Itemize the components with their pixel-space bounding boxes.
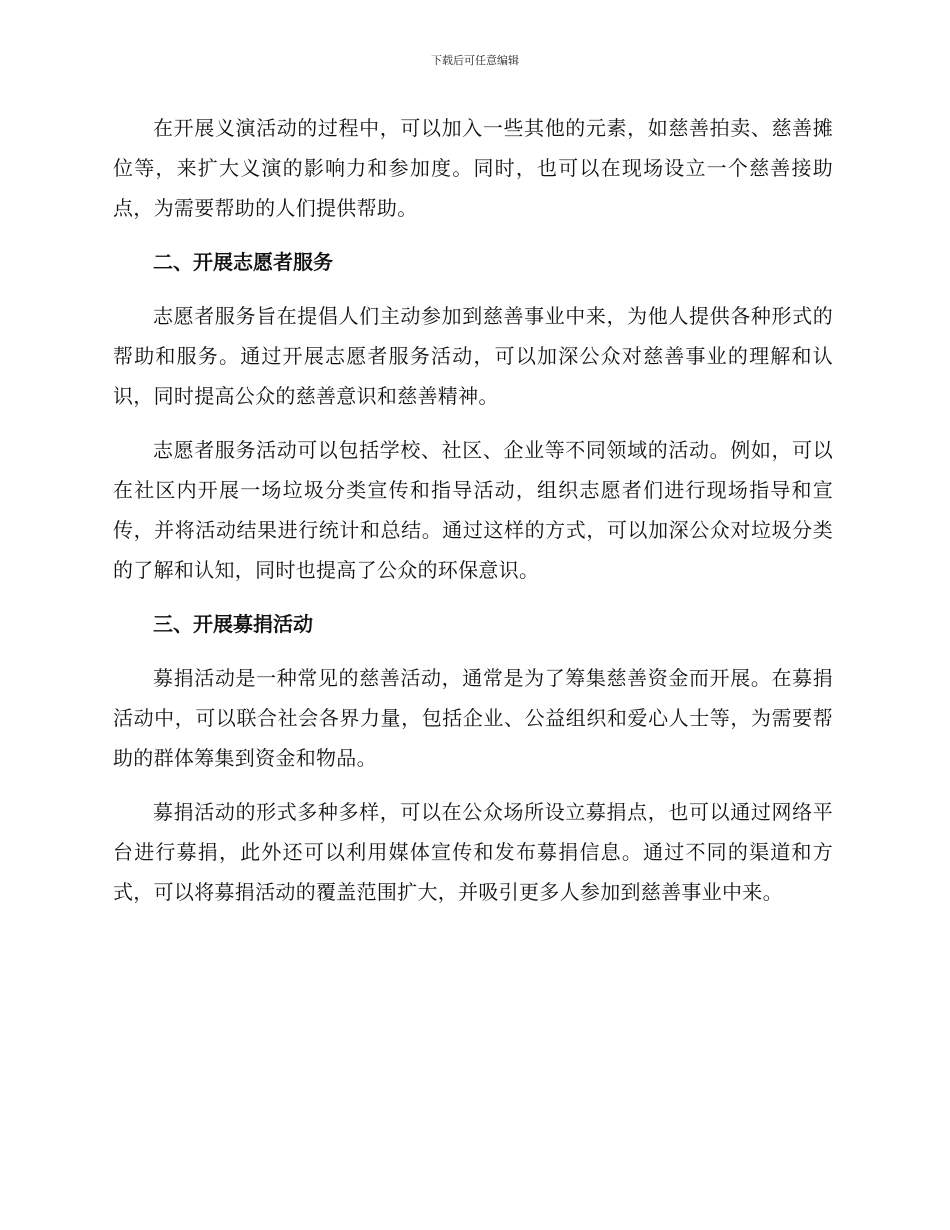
document-body xyxy=(113,108,833,926)
paragraph: 募捐活动的形式多种多样，可以在公众场所设立募捐点，也可以通过网络平台进行募捐，此外还可以利用媒体宣传和发布募捐信息。通过不同的渠道和方式，可以将募捐活动的覆盖范围扩大，并吸引更多人参加到慈善事业中来。 xyxy=(113,800,833,904)
paragraph: 募捐活动是一种常见的慈善活动，通常是为了筹集慈善资金而开展。在募捐活动中，可以联合社会各界力量，包括企业、公益组织和爱心人士等，为需要帮助的群体筹集到资金和物品。 xyxy=(113,666,833,770)
paragraph: 在开展义演活动的过程中，可以加入一些其他的元素，如慈善拍卖、慈善摊位等，来扩大义演的影响力和参加度。同时，也可以在现场设立一个慈善接助点，为需要帮助的人们提供帮助。 xyxy=(113,116,833,220)
page-header: 下载后可任意编辑 xyxy=(431,54,519,67)
paragraph: 志愿者服务活动可以包括学校、社区、企业等不同领域的活动。例如，可以在社区内开展一场垃圾分类宣传和指导活动，组织志愿者们进行现场指导和宣传，并将活动结果进行统计和总结。通过这样的方式，可以加深公众对垃圾分类的了解和认知，同时也提高了公众的环保意识。 xyxy=(113,438,833,582)
section-heading: 三、开展募捐活动 xyxy=(153,612,313,636)
paragraph: 志愿者服务旨在提倡人们主动参加到慈善事业中来，为他人提供各种形式的帮助和服务。通过开展志愿者服务活动，可以加深公众对慈善事业的理解和认识，同时提高公众的慈善意识和慈善精神。 xyxy=(113,304,833,408)
section-heading: 二、开展志愿者服务 xyxy=(153,250,333,274)
